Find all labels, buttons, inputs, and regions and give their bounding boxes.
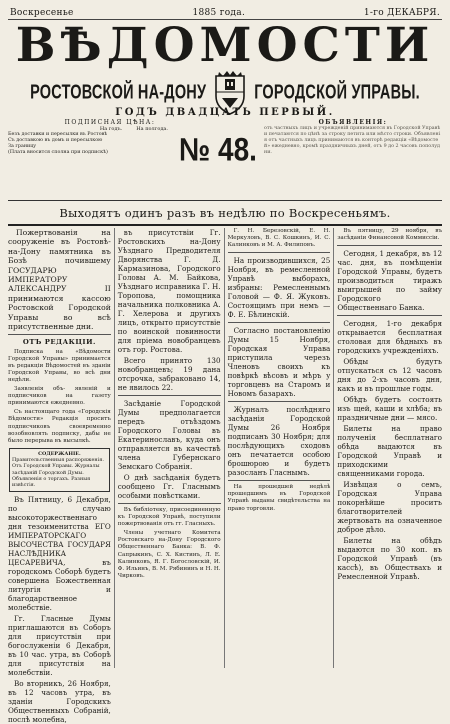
contents-box xyxy=(9,448,110,492)
paragraph: Сегодня, 1-го декабря открывается бесплатная столовая для бѣдныхъ въ городскихъ учрежденіяхъ. xyxy=(337,319,443,356)
paragraph: О днѣ засѣданія будетъ сообщено Гг. Гласнымъ особыми повѣстками. xyxy=(117,473,221,500)
advertisements-terms xyxy=(264,120,442,156)
paragraph: Засѣданіе Городской Думы предполагается передъ отъѣздомъ Городского Головы въ Екатеринославъ, куда онъ отправляется въ качествѣ члена Губернскаго Земскаго Собранія. xyxy=(117,399,221,471)
divider xyxy=(118,395,221,396)
paragraph: Согласно постановленію Думы 15 Ноября, Городская Управа приступила черезъ Членовъ своихъ къ повѣркѣ вѣсовъ и мѣръ у торговцевъ на Старомъ и Новомъ базарахъ. xyxy=(227,326,331,399)
weekly-publication-line: Выходятъ одинъ разъ въ недѣлю по Воскресеньямъ. xyxy=(8,201,442,226)
paragraph: Извѣщая о семъ, Городская Управа покорнѣйше проситъ благотворителей жертвовать на означенное доброе дѣло. xyxy=(337,480,443,535)
subscription-prices xyxy=(8,120,176,156)
day-label: Воскресенье xyxy=(10,7,74,18)
column-1 xyxy=(8,228,115,724)
price-header: ПОДПИСНАЯ ЦѢНА: xyxy=(64,119,156,126)
divider xyxy=(337,315,442,316)
info-band xyxy=(8,120,442,201)
paragraph: Обѣдъ будетъ состоять изъ щей, каши и хлѣба; въ праздничные дни — мясо. xyxy=(337,395,443,423)
paragraph: Журналъ послѣдняго засѣданія Городской Думы 26 Ноября подписанъ 30 Ноября; для послѣдующихъ сходовъ онъ печатается особою брошюрою и будетъ разосланъ Гласнымъ. xyxy=(227,405,331,478)
section-title-editorial: ОТЪ РЕДАКЦІИ. xyxy=(22,338,96,347)
divider xyxy=(228,401,331,402)
divider xyxy=(228,480,331,481)
paragraph: Члены учетнаго Комитета Ростовскаго на-Дону Городского Общественнаго Банка: В. Ф. Сапрыкинъ, С. Х. Кистинъ, Л. Е. Калинковъ, Я. Г. Богословскій, И. Ф. Ильинъ, В. М. Рябининъ и Н. Н. Чирковъ. xyxy=(117,530,221,579)
masthead-title: ВѢДОМОСТИ xyxy=(15,18,435,73)
column-3 xyxy=(225,228,335,668)
year-label: 1885 года. xyxy=(192,7,246,18)
paragraph: Въ Пятницу, 6 Декабря, по случаю высокоторжественнаго дня тезоименитства ЕГО ИМПЕРАТОРСКАГО ВЫСОЧЕСТВА ГОСУДАРЯ НАСЛѢДНИКА ЦЕСАРЕВИЧА, въ городскомъ Соборѣ будетъ совершена Божественная литургія и благодарственное молебствіе. xyxy=(8,494,111,612)
divider xyxy=(228,252,331,253)
divider xyxy=(8,334,111,335)
date-label: 1-го ДЕКАБРЯ. xyxy=(363,7,440,18)
paragraph: Г. Н. Березовскій, Е. Н. Меркуловъ, В. С. Кошкинъ, И. С. Калинковъ и М. А. Филиповъ. xyxy=(227,228,331,249)
column-2 xyxy=(115,228,225,668)
divider xyxy=(337,245,442,246)
contents-text: Правительственныя распоряженія. Отъ Городской Управы. Журналы засѣданій Городской Думы. Объявленія о торгахъ. Разныя извѣстія. xyxy=(12,457,104,489)
paragraph: Сегодня, 1 декабря, въ 12 час. дня, въ помѣщеніи Городской Управы, будетъ производиться тиражъ выигрышей по займу Городского Общественнаго Банка. xyxy=(337,249,443,313)
paragraph: Обѣды будутъ отпускаться съ 12 часовъ дня до 2-хъ часовъ дня, какъ и въ прошлые годы. xyxy=(337,357,443,394)
ads-header: ОБЪЯВЛЕНІЯ: xyxy=(318,119,388,126)
paragraph: Билеты на право полученія бесплатнаго обѣда выдаются въ Городской Управѣ и приходскими священниками города. xyxy=(337,424,443,479)
body-columns xyxy=(8,228,443,724)
paragraph: Съ настоящаго года «Городскія Вѣдомости» Редакція проситъ подписчиковъ своевременно возобновлять подписку, дабы не было перерыва въ высылкѣ. xyxy=(8,409,111,444)
price-col-year: На годъ. xyxy=(99,126,123,132)
paragraph: въ присутствіи Гг. Ростовскихъ на-Дону Уѣзднаго Предводителя Дворянства Г. Д. Кармазинова, Городского Головы А. М. Байкова, Уѣзднаго исправника Г. Н. Торопова, помощника начальника полковника А. Г. Хелерова и другихъ лицъ, открыто присутствіе по воинской повинности для пріема новобранцевъ отъ гор. Ростова. xyxy=(117,228,221,354)
paragraph: Во вторникъ, 26 Ноября, въ 12 часовъ утра, въ зданіи Городскихъ Общественныхъ Собраній, послѣ молебна, xyxy=(8,678,111,724)
price-row: (Плата вносится сполна при подпискѣ) xyxy=(8,150,108,155)
ads-text: отъ частныхъ лицъ и учрежденій принимаются въ Городской Управѣ и печатаются по цѣнѣ за строку петита или мѣсто строки. Объявленія отъ частныхъ лицъ принимаются въ конторѣ редакціи «Вѣдомостей» ежедневно, кромѣ праздничныхъ дней, отъ 9 до 2 часовъ пополудни. xyxy=(264,126,441,155)
year-line: ГОДЪ ДВАДЦАТЬ ПЕРВЫЙ. xyxy=(115,107,335,118)
lead-article-text: Пожертвованія на сооруженіе въ Ростовѣ-на-Дону памятника въ Бозѣ почившему ГОСУДАРЮ ИМПЕРАТОРУ АЛЕКСАНДРУ II принимаются кассою Ростовской Городской Управы во всѣ присутственные дни. xyxy=(8,228,111,332)
paragraph: Билеты на обѣдъ выдаются по 30 коп. въ Городской Управѣ (въ кассѣ), въ Обществахъ и Ремесленной Управѣ. xyxy=(337,536,443,582)
paragraph: На прошедшей недѣлѣ прошедшимъ въ Городской Управѣ выданы свидѣтельства на право торговли. xyxy=(227,484,331,512)
price-row: Съ доставкою въ домъ и пересылкою xyxy=(8,138,103,143)
paragraph: Заявленія объ- явленій и подписчиков на газету принимаются ежедневно. xyxy=(8,386,111,407)
column-4 xyxy=(334,228,442,668)
subtitle-left: РОСТОВСКОЙ НА-ДОНУ xyxy=(30,81,207,105)
divider xyxy=(228,322,331,323)
paragraph: Въ библіотеку, присоединенную къ Городской Управѣ, поступили пожертвованія отъ гг. Гласныхъ. xyxy=(117,507,221,528)
newspaper-page xyxy=(8,6,443,724)
divider xyxy=(118,503,221,504)
paragraph: Всего принято 130 новобранцевъ; 19 дана отсрочка, забраковано 14, не явилось 22. xyxy=(117,356,221,392)
contents-title: СОДЕРЖАНІЕ. xyxy=(38,450,81,457)
paragraph: На производившихся, 25 Ноября, въ ремесленной Управѣ выборахъ, избраны: Ремесленнымъ Головой — Ф. Я. Жуковъ. Состоящимъ при немъ — Ф. Е. Бѣлинскій. xyxy=(227,256,331,320)
price-row: За границу xyxy=(8,144,37,149)
paragraph: Подписка на «Вѣдомости Городской Управы» принимается въ редакціи Вѣдомостей въ зданіи Городской Управы, во всѣ дни недѣли. xyxy=(8,348,111,383)
paragraph: Въ пятницу, 29 ноября, въ засѣданіи Финансовой Коммиссіи. xyxy=(337,228,443,242)
subtitle-right: ГОРОДСКОЙ УПРАВЫ. xyxy=(254,81,420,105)
paragraph: Гг. Гласные Думы приглашаются въ Соборъ для присутствія при богослуженіи 6 Декабря, въ 10 час. утра, въ Соборѣ для присутствія на молебствіи. xyxy=(8,613,111,677)
issue-number: № 48. xyxy=(179,131,257,168)
price-col-half: На полгода. xyxy=(136,126,168,132)
price-row: Безъ доставки и пересылки въ Ростовѣ xyxy=(8,132,108,137)
